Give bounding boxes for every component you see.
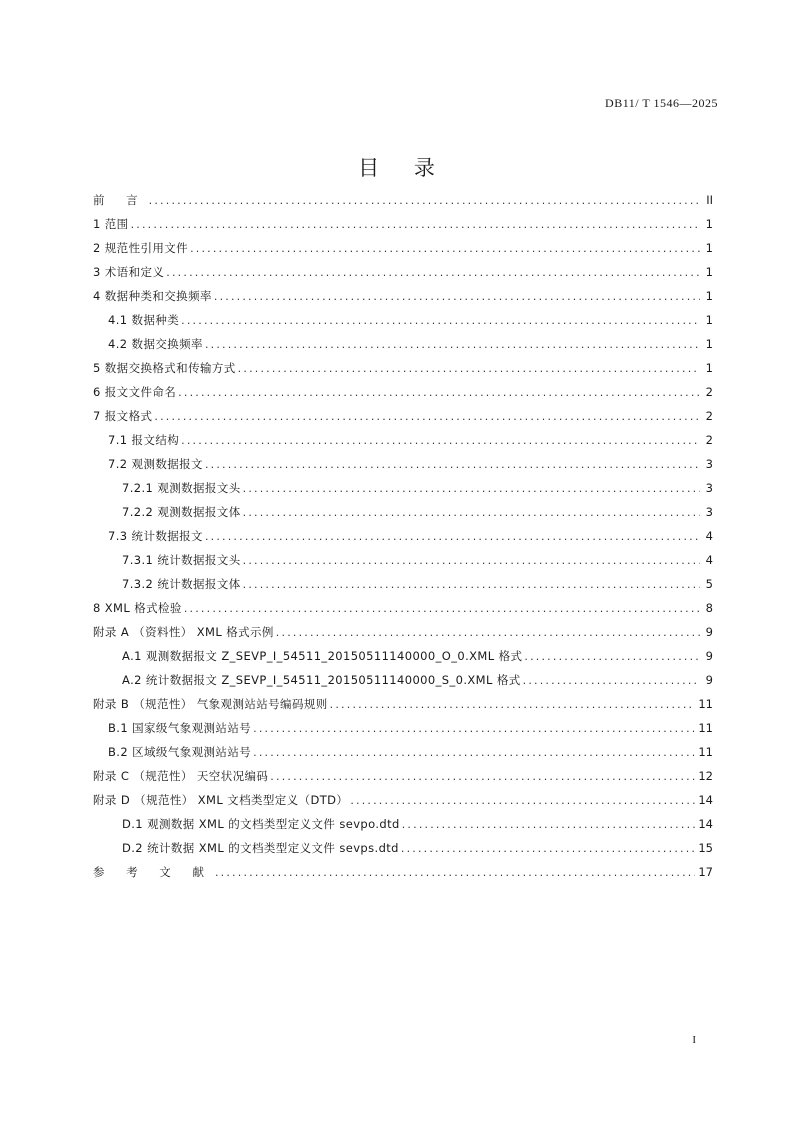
- page-number: I: [692, 1034, 696, 1046]
- toc-leader-dots: [181, 314, 700, 327]
- toc-entry-page: 14: [698, 817, 713, 831]
- toc-entry[interactable]: [93, 452, 713, 476]
- toc-entry-label: 7 报文格式: [93, 409, 153, 423]
- toc-entry[interactable]: [93, 740, 713, 764]
- toc-leader-dots: [214, 290, 700, 303]
- toc-entry-label: 3 术语和定义: [93, 265, 165, 279]
- toc-leader-dots: [330, 698, 696, 711]
- toc-entry-label: 附录 C （规范性） 天空状况编码: [93, 769, 269, 783]
- toc-entry-page: 1: [705, 241, 713, 255]
- toc-entry-page: 1: [705, 361, 713, 375]
- toc-leader-dots: [524, 650, 700, 663]
- toc-entry-page: 14: [698, 793, 713, 807]
- toc-entry-page: 11: [698, 697, 713, 711]
- toc-entry-page: 12: [698, 769, 713, 783]
- toc-leader-dots: [243, 578, 700, 591]
- toc-entry-page: 11: [698, 745, 713, 759]
- toc-entry-label: 7.3.2 统计数据报文体: [122, 577, 241, 591]
- toc-entry[interactable]: [93, 500, 713, 524]
- toc-entry[interactable]: [93, 332, 713, 356]
- toc-leader-dots: [402, 818, 696, 831]
- toc-entry-label: 7.3.1 统计数据报文头: [122, 553, 241, 567]
- toc-leader-dots: [401, 842, 695, 855]
- toc-entry-label: 4 数据种类和交换频率: [93, 289, 212, 303]
- toc-entry-page: 1: [705, 289, 713, 303]
- toc-entry-label: 1 范围: [93, 217, 129, 231]
- toc-entry-label: 2 规范性引用文件: [93, 241, 189, 255]
- toc-entry[interactable]: [93, 692, 713, 716]
- toc-entry-page: 2: [705, 409, 713, 423]
- toc-leader-dots: [243, 554, 700, 567]
- document-id: DB11/ T 1546—2025: [605, 96, 718, 110]
- toc-entry-page: 3: [705, 457, 713, 471]
- toc-leader-dots: [181, 434, 700, 447]
- toc-entry-label: 7.2.2 观测数据报文体: [122, 505, 241, 519]
- toc-leader-dots: [350, 794, 695, 807]
- toc-entry-page: 3: [705, 505, 713, 519]
- toc-entry[interactable]: [93, 356, 713, 380]
- toc-entry-page: II: [706, 193, 713, 207]
- toc-entry-page: 9: [705, 673, 713, 687]
- toc-entry[interactable]: [93, 236, 713, 260]
- toc-entry-label: 前 言: [93, 193, 147, 207]
- toc-entry-page: 4: [705, 553, 713, 567]
- toc-entry-label: 7.2.1 观测数据报文头: [122, 481, 241, 495]
- toc-entry[interactable]: [93, 548, 713, 572]
- toc-entry[interactable]: [93, 380, 713, 404]
- toc-entry-page: 3: [705, 481, 713, 495]
- table-of-contents: [93, 188, 713, 884]
- toc-entry-page: 5: [705, 577, 713, 591]
- toc-leader-dots: [149, 194, 700, 207]
- toc-leader-dots: [243, 506, 700, 519]
- toc-entry-page: 1: [705, 337, 713, 351]
- toc-leader-dots: [205, 530, 700, 543]
- toc-entry[interactable]: [93, 260, 713, 284]
- toc-leader-dots: [190, 242, 700, 255]
- toc-leader-dots: [205, 458, 700, 471]
- toc-entry[interactable]: [93, 860, 713, 884]
- toc-leader-dots: [131, 218, 700, 231]
- toc-entry-label: 参 考 文 献: [93, 865, 213, 879]
- toc-entry-page: 2: [705, 433, 713, 447]
- toc-entry[interactable]: [93, 404, 713, 428]
- toc-entry[interactable]: [93, 668, 713, 692]
- toc-leader-dots: [166, 266, 700, 279]
- toc-leader-dots: [205, 338, 700, 351]
- toc-entry-label: 7.2 观测数据报文: [108, 457, 203, 471]
- toc-entry-label: 附录 A （资料性） XML 格式示例: [93, 625, 274, 639]
- toc-entry[interactable]: [93, 212, 713, 236]
- toc-entry-label: 4.1 数据种类: [108, 313, 180, 327]
- toc-entry[interactable]: [93, 476, 713, 500]
- toc-entry-label: 6 报文文件命名: [93, 385, 177, 399]
- toc-entry[interactable]: [93, 524, 713, 548]
- toc-entry-label: 8 XML 格式检验: [93, 601, 182, 615]
- toc-entry-label: B.2 区域级气象观测站站号: [108, 745, 252, 759]
- toc-entry-label: 5 数据交换格式和传输方式: [93, 361, 236, 375]
- toc-leader-dots: [523, 674, 700, 687]
- toc-entry-label: 4.2 数据交换频率: [108, 337, 203, 351]
- toc-entry-page: 15: [698, 841, 713, 855]
- toc-leader-dots: [253, 746, 695, 759]
- toc-entry-page: 9: [705, 649, 713, 663]
- toc-leader-dots: [238, 362, 700, 375]
- toc-entry-page: 11: [698, 721, 713, 735]
- toc-entry-label: 附录 B （规范性） 气象观测站站号编码规则: [93, 697, 328, 711]
- page-title: 目 录: [358, 156, 449, 180]
- toc-entry-label: D.1 观测数据 XML 的文档类型定义文件 sevpo.dtd: [122, 817, 400, 831]
- toc-entry[interactable]: [93, 572, 713, 596]
- toc-leader-dots: [276, 626, 700, 639]
- toc-leader-dots: [178, 386, 700, 399]
- toc-leader-dots: [184, 602, 700, 615]
- toc-entry[interactable]: [93, 308, 713, 332]
- toc-entry[interactable]: [93, 764, 713, 788]
- toc-entry-page: 1: [705, 217, 713, 231]
- toc-leader-dots: [215, 866, 695, 879]
- toc-leader-dots: [154, 410, 700, 423]
- toc-leader-dots: [243, 482, 700, 495]
- toc-entry[interactable]: [93, 188, 713, 212]
- toc-entry-page: 9: [705, 625, 713, 639]
- toc-entry-label: A.2 统计数据报文 Z_SEVP_I_54511_20150511140000_S_0.XML 格式: [122, 673, 521, 687]
- toc-leader-dots: [270, 770, 695, 783]
- toc-entry[interactable]: [93, 812, 713, 836]
- toc-entry-label: D.2 统计数据 XML 的文档类型定义文件 sevps.dtd: [122, 841, 399, 855]
- toc-entry[interactable]: [93, 284, 713, 308]
- toc-leader-dots: [253, 722, 695, 735]
- toc-entry[interactable]: [93, 620, 713, 644]
- toc-entry[interactable]: [93, 716, 713, 740]
- toc-entry-page: 4: [705, 529, 713, 543]
- toc-entry[interactable]: [93, 788, 713, 812]
- toc-entry[interactable]: [93, 836, 713, 860]
- toc-entry-label: B.1 国家级气象观测站站号: [108, 721, 252, 735]
- toc-entry[interactable]: [93, 644, 713, 668]
- toc-entry-label: A.1 观测数据报文 Z_SEVP_I_54511_20150511140000_O_0.XML 格式: [122, 649, 523, 663]
- toc-entry-page: 1: [705, 313, 713, 327]
- toc-entry[interactable]: [93, 596, 713, 620]
- toc-entry-page: 17: [698, 865, 713, 879]
- toc-entry-label: 7.3 统计数据报文: [108, 529, 203, 543]
- toc-entry-page: 2: [705, 385, 713, 399]
- toc-entry-label: 附录 D （规范性） XML 文档类型定义（DTD）: [93, 793, 349, 807]
- toc-entry-page: 8: [705, 601, 713, 615]
- toc-entry-page: 1: [705, 265, 713, 279]
- toc-entry[interactable]: [93, 428, 713, 452]
- toc-entry-label: 7.1 报文结构: [108, 433, 180, 447]
